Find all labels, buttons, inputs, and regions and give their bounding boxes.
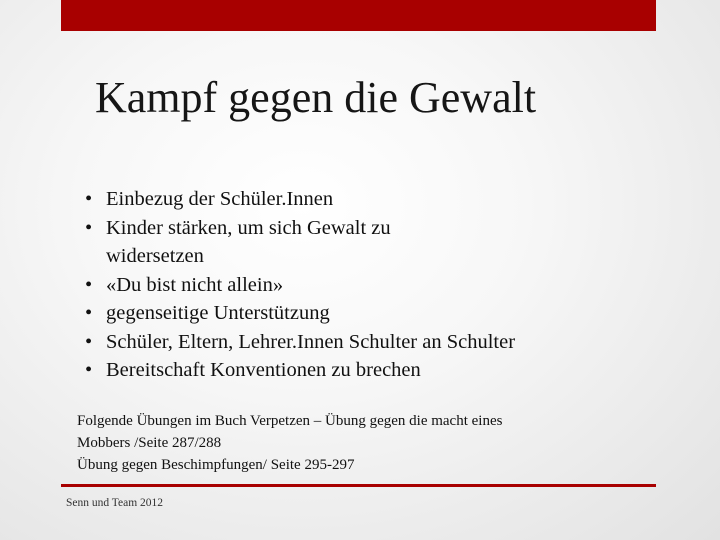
bullet-text: Schüler, Eltern, Lehrer.Innen Schulter an Schulter <box>106 330 516 353</box>
bullet-dot-icon: • <box>85 302 93 324</box>
footer-credit: Senn und Team 2012 <box>66 497 164 509</box>
bullet-item <box>85 271 645 300</box>
exercise-line: Mobbers /Seite 287/288 <box>77 435 222 451</box>
bullet-item <box>85 328 645 357</box>
bullet-list <box>85 185 645 385</box>
slide-title: Kampf gegen die Gewalt <box>95 73 537 122</box>
bullet-dot-icon: • <box>85 359 93 381</box>
footer-divider <box>61 484 656 487</box>
bullet-text: gegenseitige Unterstützung <box>106 302 330 324</box>
bullet-item <box>85 185 645 214</box>
bullet-item <box>85 214 645 271</box>
bullet-dot-icon: • <box>85 216 93 239</box>
bullet-text: Einbezug der Schüler.Innen <box>106 188 334 210</box>
exercise-line: Übung gegen Beschimpfungen/ Seite 295-297 <box>77 457 355 473</box>
exercise-line: Folgende Übungen im Buch Verpetzen – Übung gegen die macht eines <box>77 413 503 429</box>
bullet-text: Bereitschaft Konventionen zu brechen <box>106 359 421 381</box>
exercise-references <box>77 410 657 476</box>
bullet-item <box>85 356 645 385</box>
bullet-item <box>85 299 645 328</box>
bullet-dot-icon: • <box>85 330 93 353</box>
top-accent-bar <box>61 0 656 31</box>
bullet-text: «Du bist nicht allein» <box>106 273 284 296</box>
bullet-dot-icon: • <box>85 188 93 210</box>
bullet-dot-icon: • <box>85 273 93 296</box>
bullet-text: Kinder stärken, um sich Gewalt zu widersetzen <box>106 216 391 267</box>
